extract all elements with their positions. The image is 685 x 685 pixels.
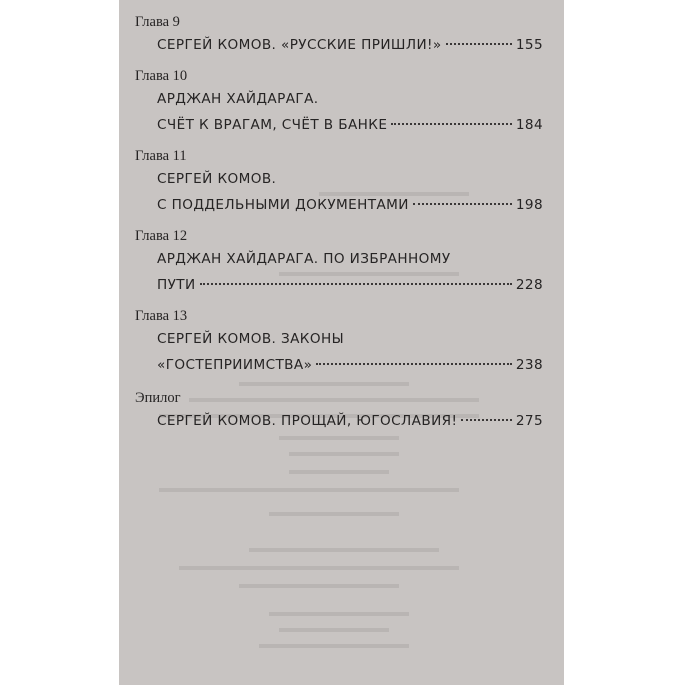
dot-leader bbox=[446, 42, 512, 45]
dot-leader bbox=[413, 202, 512, 205]
chapter-title: СЕРГЕЙ КОМОВ. «РУССКИЕ ПРИШЛИ!» bbox=[157, 37, 442, 53]
dot-leader bbox=[200, 282, 512, 285]
page-number: 155 bbox=[515, 37, 543, 53]
chapter-title: СЕРГЕЙ КОМОВ. ПРОЩАЙ, ЮГОСЛАВИЯ! bbox=[157, 413, 458, 429]
page-number: 238 bbox=[515, 357, 543, 373]
toc-entry-epilogue bbox=[135, 388, 543, 434]
chapter-title-line: АРДЖАН ХАЙДАРАГА. bbox=[157, 91, 319, 107]
table-of-contents bbox=[135, 12, 543, 434]
page-number: 184 bbox=[515, 117, 543, 133]
chapter-title-line bbox=[135, 32, 543, 58]
chapter-title-line bbox=[135, 192, 543, 218]
chapter-title: С ПОДДЕЛЬНЫМИ ДОКУМЕНТАМИ bbox=[157, 197, 409, 213]
chapter-label: Глава 13 bbox=[135, 308, 188, 324]
toc-entry-chapter-10 bbox=[135, 66, 543, 138]
chapter-title: «ГОСТЕПРИИМСТВА» bbox=[157, 357, 313, 373]
chapter-title-line bbox=[135, 408, 543, 434]
toc-entry-chapter-9 bbox=[135, 12, 543, 58]
page-number: 228 bbox=[515, 277, 543, 293]
toc-entry-chapter-12 bbox=[135, 226, 543, 298]
page-number: 198 bbox=[515, 197, 543, 213]
chapter-label: Глава 10 bbox=[135, 68, 188, 84]
dot-leader bbox=[461, 418, 511, 421]
chapter-title-line: СЕРГЕЙ КОМОВ. ЗАКОНЫ bbox=[157, 331, 344, 347]
chapter-title: ПУТИ bbox=[157, 277, 196, 293]
chapter-label: Эпилог bbox=[135, 390, 181, 406]
chapter-label: Глава 11 bbox=[135, 148, 187, 164]
chapter-title-line: СЕРГЕЙ КОМОВ. bbox=[157, 171, 277, 187]
dot-leader bbox=[316, 362, 512, 365]
chapter-title-line bbox=[135, 352, 543, 378]
book-page bbox=[119, 0, 564, 685]
chapter-title-line bbox=[135, 272, 543, 298]
chapter-title-line: АРДЖАН ХАЙДАРАГА. ПО ИЗБРАННОМУ bbox=[157, 251, 451, 267]
toc-entry-chapter-11 bbox=[135, 146, 543, 218]
chapter-label: Глава 9 bbox=[135, 14, 180, 30]
dot-leader bbox=[391, 122, 512, 125]
chapter-title-line bbox=[135, 112, 543, 138]
chapter-title: СЧЁТ К ВРАГАМ, СЧЁТ В БАНКЕ bbox=[157, 117, 388, 133]
toc-entry-chapter-13 bbox=[135, 306, 543, 378]
page-number: 275 bbox=[515, 413, 543, 429]
chapter-label: Глава 12 bbox=[135, 228, 188, 244]
